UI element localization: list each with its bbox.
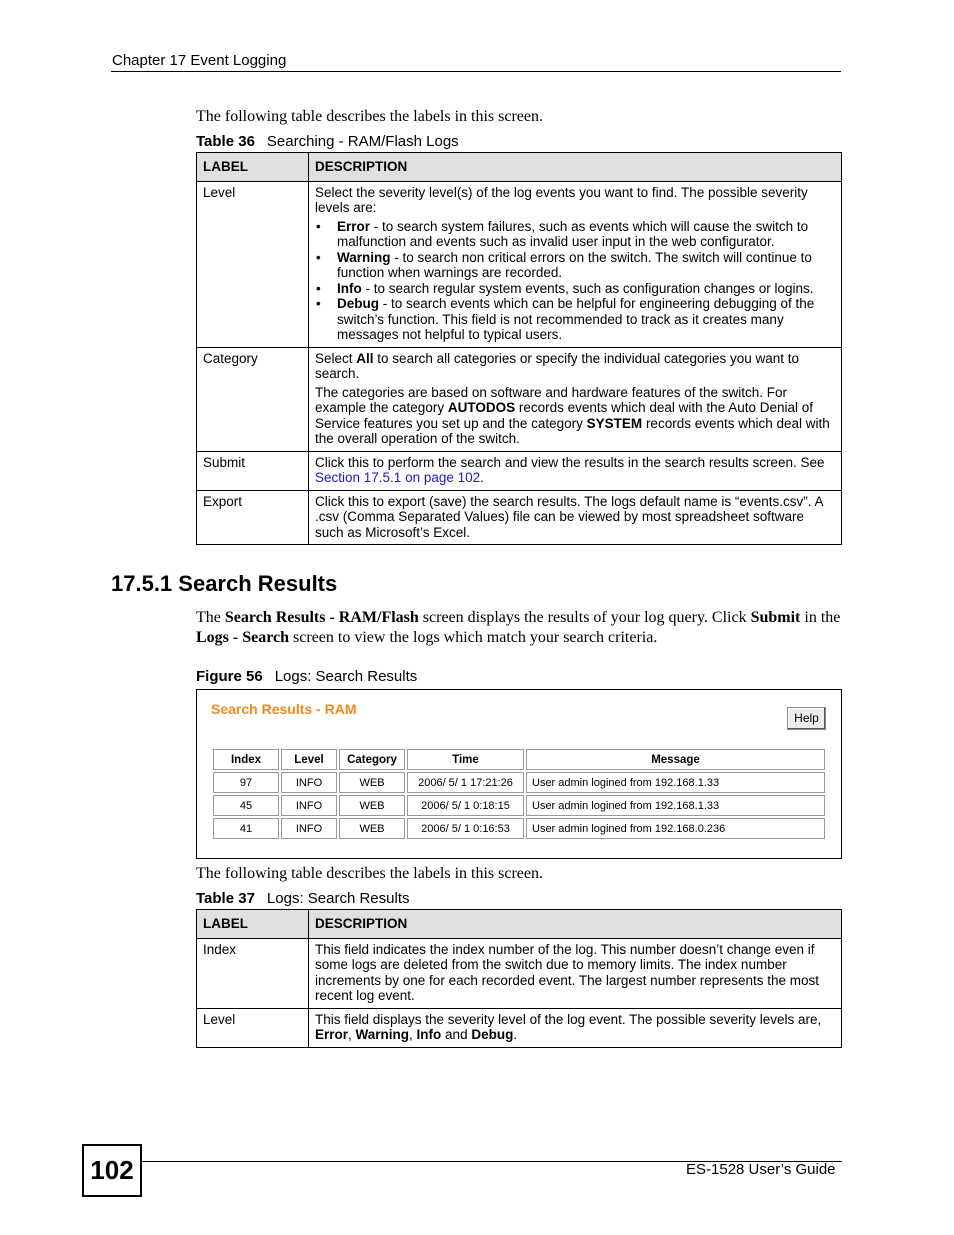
table-36-title: Searching - RAM/Flash Logs xyxy=(266,133,459,150)
col-category: Category xyxy=(339,749,405,770)
cell-level: INFO xyxy=(281,818,337,839)
page-number: 102 xyxy=(82,1144,142,1197)
row-description: Click this to export (save) the search results. The logs default name is “events.csv”. A .csv (Comma Separated Values) file can be viewed by most spreadsheet software such as Microsoft’s Excel. xyxy=(309,490,842,545)
col-index: Index xyxy=(213,749,279,770)
table-row xyxy=(197,347,842,451)
col-label-header: LABEL xyxy=(197,153,309,182)
cell-level: INFO xyxy=(281,772,337,793)
table-36-number: Table 36 xyxy=(196,133,255,150)
cell-message: User admin logined from 192.168.1.33 xyxy=(526,772,825,793)
cell-time: 2006/ 5/ 1 0:18:15 xyxy=(407,795,524,816)
table-37-caption xyxy=(196,890,410,907)
header-rule xyxy=(111,71,841,72)
cell-category: WEB xyxy=(339,818,405,839)
cell-time: 2006/ 5/ 1 17:21:26 xyxy=(407,772,524,793)
table-36 xyxy=(196,152,842,545)
row-description xyxy=(309,181,842,347)
figure-number: Figure 56 xyxy=(196,668,263,685)
list-item: • Info - to search regular system events, such as configuration changes or logins. xyxy=(316,280,814,296)
col-label-header: LABEL xyxy=(197,910,309,939)
intro-text: The following table describes the labels in this screen. xyxy=(196,108,544,125)
table-row xyxy=(213,772,825,793)
list-item: • Warning - to search non critical errors on the switch. The switch will continue to function when warnings are recorded. xyxy=(316,249,812,280)
guide-title: ES-1528 User’s Guide xyxy=(686,1161,836,1178)
intro-text-2: The following table describes the labels in this screen. xyxy=(196,865,544,882)
table-row xyxy=(197,938,842,1008)
table-row xyxy=(197,490,842,545)
row-description: Select All to search all categories or specify the individual categories you want to search. The categories are based on software and hardware features of the switch. For example the category AUTODOS records events which deal with the Auto Denial of Service features you set up and the category SYSTEM records events which deal with the overall operation of the switch. xyxy=(309,347,842,451)
cell-message: User admin logined from 192.168.1.33 xyxy=(526,795,825,816)
table-37 xyxy=(196,909,842,1048)
row-label: Export xyxy=(197,490,309,545)
figure-title: Logs: Search Results xyxy=(274,668,418,685)
figure-56-caption xyxy=(196,668,417,685)
row-label: Submit xyxy=(197,451,309,490)
row-label: Index xyxy=(197,938,309,1008)
list-item: • Debug - to search events which can be helpful for engineering debugging of the switch’s function. This field is not recommended to track as it creates many messages not helpful to typical users. xyxy=(316,296,815,342)
table-row xyxy=(197,451,842,490)
table-37-number: Table 37 xyxy=(196,890,255,907)
cell-level: INFO xyxy=(281,795,337,816)
col-description-header: DESCRIPTION xyxy=(309,153,842,182)
level-desc: Select the severity level(s) of the log events you want to find. The possible severity levels are: xyxy=(315,184,808,215)
severity-list xyxy=(315,219,835,343)
cell-time: 2006/ 5/ 1 0:16:53 xyxy=(407,818,524,839)
table-row xyxy=(213,818,825,839)
section-body: The Search Results - RAM/Flash screen displays the results of your log query. Click Submit in the Logs - Search screen to view the logs which match your search criteria. xyxy=(196,609,841,646)
table-header-row xyxy=(197,910,842,939)
figure-search-results xyxy=(196,689,842,859)
table-header-row xyxy=(197,153,842,182)
cell-index: 45 xyxy=(213,795,279,816)
row-label: Level xyxy=(197,1008,309,1047)
table-row xyxy=(197,1008,842,1047)
section-link[interactable]: Section 17.5.1 on page 102 xyxy=(315,470,481,485)
table-row xyxy=(197,181,842,347)
table-36-caption xyxy=(196,133,459,150)
row-description: Click this to perform the search and view the results in the search results screen. See Section 17.5.1 on page 102. xyxy=(309,451,842,490)
section-title: 17.5.1 Search Results xyxy=(111,571,338,596)
cell-message: User admin logined from 192.168.0.236 xyxy=(526,818,825,839)
screen-title: Search Results - RAM xyxy=(211,701,357,717)
table-37-title: Logs: Search Results xyxy=(266,890,410,907)
results-table xyxy=(211,747,827,841)
col-time: Time xyxy=(407,749,524,770)
list-item: • Error - to search system failures, such as events which will cause the switch to malfunction and events such as invalid user input in the web configurator. xyxy=(316,218,809,249)
col-level: Level xyxy=(281,749,337,770)
cell-index: 41 xyxy=(213,818,279,839)
row-description: This field displays the severity level of the log event. The possible severity levels are, Error, Warning, Info and Debug. xyxy=(309,1008,842,1047)
col-description-header: DESCRIPTION xyxy=(309,910,842,939)
results-header-row xyxy=(213,749,825,770)
col-message: Message xyxy=(526,749,825,770)
table-row xyxy=(213,795,825,816)
cell-category: WEB xyxy=(339,795,405,816)
cell-index: 97 xyxy=(213,772,279,793)
row-label: Level xyxy=(197,181,309,347)
help-button[interactable]: Help xyxy=(787,707,826,730)
row-label: Category xyxy=(197,347,309,451)
chapter-header: Chapter 17 Event Logging xyxy=(112,52,287,69)
cell-category: WEB xyxy=(339,772,405,793)
row-description: This field indicates the index number of the log. This number doesn’t change even if some logs are deleted from the switch due to memory limits. The index number increments by one for each recorded event. The largest number represents the most recent log event. xyxy=(309,938,842,1008)
